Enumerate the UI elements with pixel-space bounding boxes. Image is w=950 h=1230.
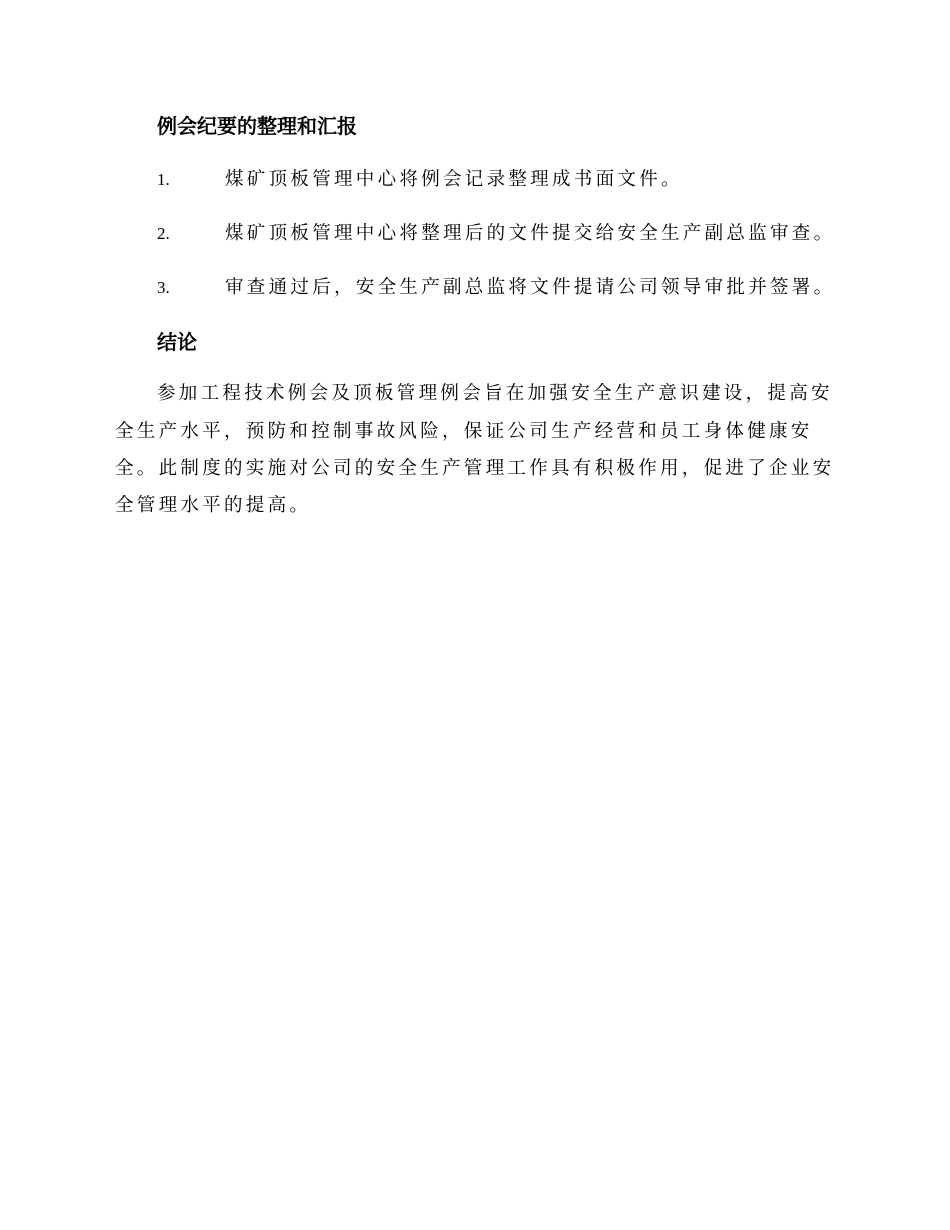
list-item-text: 煤矿顶板管理中心将整理后的文件提交给安全生产副总监审查。 (225, 223, 836, 244)
list-item-number: 1. (157, 170, 170, 189)
section-heading-conclusion: 结论 (157, 330, 197, 354)
list-item-text: 审查通过后，安全生产副总监将文件提请公司领导审批并签署。 (225, 277, 836, 298)
list-item-number: 3. (157, 278, 170, 297)
list-item-text: 煤矿顶板管理中心将例会记录整理成书面文件。 (225, 169, 683, 190)
paragraph-line: 参加工程技术例会及顶板管理例会旨在加强安全生产意识建设，提高安 (157, 383, 833, 404)
list-item-number: 2. (157, 224, 170, 243)
paragraph-line: 全管理水平的提高。 (115, 495, 312, 516)
paragraph-line: 全。此制度的实施对公司的安全生产管理工作具有积极作用，促进了企业安 (115, 458, 835, 479)
section-heading-minutes: 例会纪要的整理和汇报 (157, 114, 357, 138)
paragraph-line: 全生产水平，预防和控制事故风险，保证公司生产经营和员工身体健康安 (115, 421, 813, 442)
